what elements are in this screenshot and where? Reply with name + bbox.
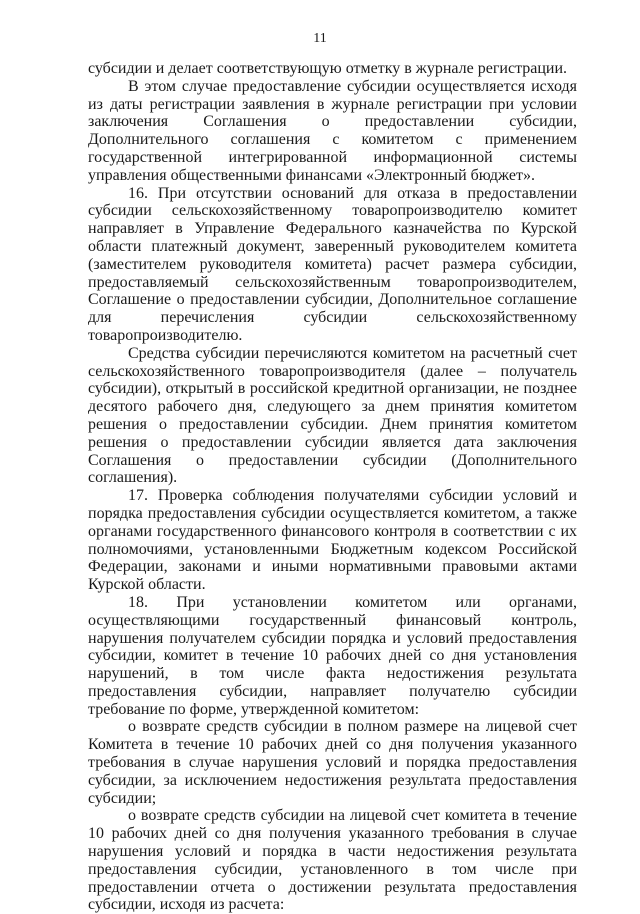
paragraph-registration-date: В этом случае предоставление субсидии осуществляется исходя из даты регистрации заявления в журнале регистрации при условии заключения Соглашения о предоставлении субсидии, Дополнительного соглашения с комитетом с применением государственной интегрированной информационной системы управления общественными финансами «Электронный бюджет».: [88, 77, 577, 184]
paragraph-transfer-funds: Средства субсидии перечисляются комитетом на расчетный счет сельскохозяйственного товаропроизводителя (далее – получатель субсидии), открытый в российской кредитной организации, не позднее десятого рабочего дня, следующего за днем принятия комитетом решения о предоставлении субсидии. Днем принятия комитетом решения о предоставлении субсидии является дата заключения Соглашения о предоставлении субсидии (Дополнительного соглашения).: [88, 344, 577, 487]
paragraph-continuation: субсидии и делает соответствующую отметку в журнале регистрации.: [88, 60, 568, 77]
document-body: [88, 60, 577, 914]
paragraph-clause-16: 16. При отсутствии оснований для отказа в предоставлении субсидии сельскохозяйственному товаропроизводителю комитет направляет в Управление Федерального казначейства по Курской области платежный документ, заверенный руководителем комитета (заместителем руководителя комитета) расчет размера субсидии, предоставляемый сельскохозяйственным товаропроизводителем, Соглашение о предоставлении субсидии, Дополнительное соглашение для перечисления субсидии сельскохозяйственному товаропроизводителю.: [88, 184, 577, 344]
paragraph-full-refund: о возврате средств субсидии в полном размере на лицевой счет Комитета в течение 10 рабочих дней со дня получения указанного требования в случае нарушения условий и порядка предоставления субсидии, за исключением недостижения результата предоставления субсидии;: [88, 718, 577, 807]
paragraph-clause-17: 17. Проверка соблюдения получателями субсидии условий и порядка предоставления субсидии осуществляется комитетом, а также органами государственного финансового контроля в соответствии с их полномочиями, установленными Бюджетным кодексом Российской Федерации, законами и иными нормативными правовыми актами Курской области.: [88, 487, 577, 594]
paragraph-clause-18: 18. При установлении комитетом или органами, осуществляющими государственный финансовый контроль, нарушения получателем субсидии порядка и условий предоставления субсидии, комитет в течение 10 рабочих дней со дня установления нарушений, в том числе факта недостижения результата предоставления субсидии, направляет получателю субсидии требование по форме, утвержденной комитетом:: [88, 593, 577, 718]
page-number: 11: [313, 31, 327, 46]
paragraph-partial-refund: о возврате средств субсидии на лицевой счет комитета в течение 10 рабочих дней со дня получения указанного требования в случае нарушения условий и порядка в части недостижения результата предоставления субсидии, установленного в том числе при предоставлении отчета о достижении результата предоставления субсидии, исходя из расчета:: [88, 807, 577, 914]
